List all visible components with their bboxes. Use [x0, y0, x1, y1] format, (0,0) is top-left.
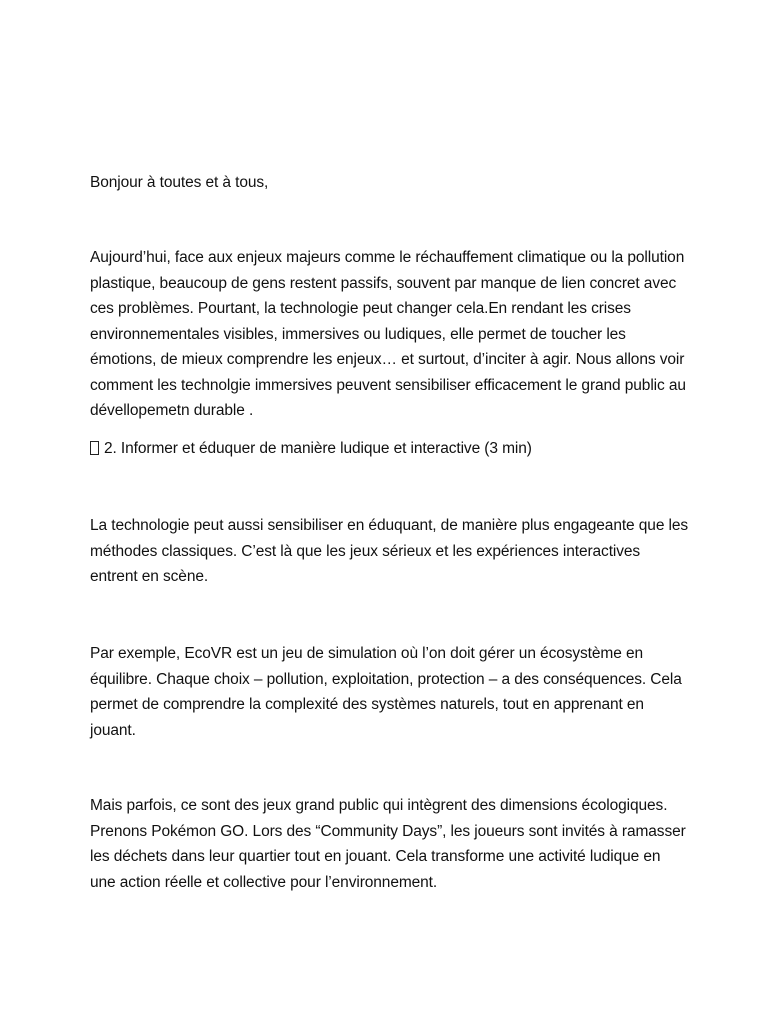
section-heading-text: 2. Informer et éduquer de manière ludique et interactive (3 min) — [104, 440, 532, 457]
greeting-text: Bonjour à toutes et à tous, — [90, 174, 269, 191]
body-paragraph-3: Mais parfois, ce sont des jeux grand public qui intègrent des dimensions écologiques. Prenons Pokémon GO. Lors des “Community Days”, les joueurs sont invités à ramasser les déchets dans leur quartier tout en jouant. Cela transforme une activité ludique en une action réelle et collective pour l’environnement. — [90, 797, 686, 891]
missing-glyph-icon — [90, 441, 99, 455]
body-paragraph-2: Par exemple, EcoVR est un jeu de simulation où l’on doit gérer un écosystème en équilibre. Chaque choix – pollution, exploitation, protection – a des conséquences. Cela permet de comprendre la complexité des systèmes naturels, tout en apprenant en jouant. — [90, 645, 682, 739]
section-heading — [90, 436, 690, 462]
intro-paragraph: Aujourd’hui, face aux enjeux majeurs comme le réchauffement climatique ou la pollution plastique, beaucoup de gens restent passifs, souvent par manque de lien concret avec ces problèmes. Pourtant, la technologie peut changer cela.En rendant les crises environnementales visibles, immersives ou ludiques, elle permet de toucher les émotions, de mieux comprendre les enjeux… et surtout, d’inciter à agir. Nous allons voir comment les technolgie immersives peuvent sensibiliser efficacement le grand public au dévellopemetn durable . — [90, 249, 686, 419]
body-paragraph-1: La technologie peut aussi sensibiliser en éduquant, de manière plus engageante que les méthodes classiques. C’est là que les jeux sérieux et les expériences interactives entrent en scène. — [90, 517, 689, 585]
